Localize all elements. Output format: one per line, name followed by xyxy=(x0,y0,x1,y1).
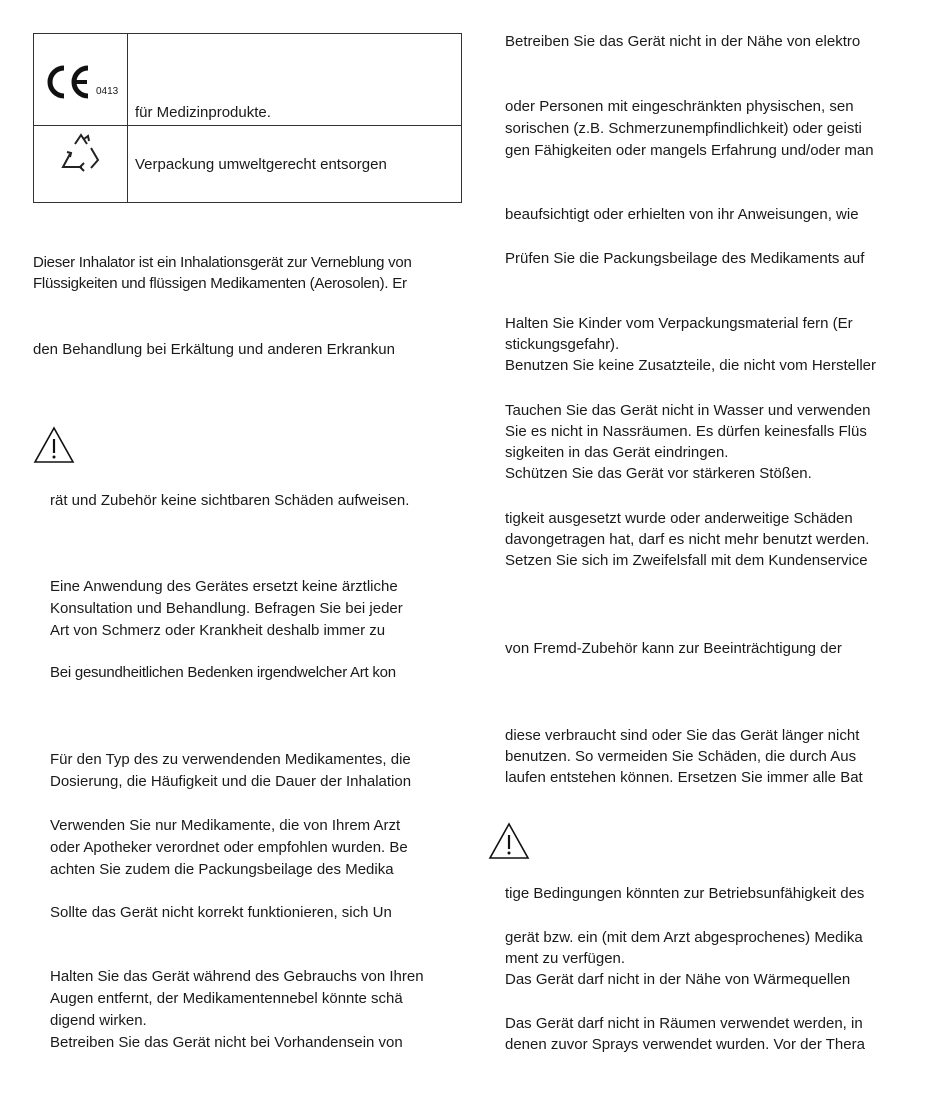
ce-code: 0413 xyxy=(96,86,119,97)
damage-r-line-2: davongetragen hat, darf es nicht mehr benutzt werden. xyxy=(505,531,870,548)
warning-triangle-icon xyxy=(33,426,75,464)
meds-line-1: Verwenden Sie nur Medikamente, die von Ihrem Arzt xyxy=(50,817,401,834)
symbol-row-ce xyxy=(34,34,462,126)
symbol-table xyxy=(33,33,462,203)
eyes-line-4: Betreiben Sie das Gerät nicht bei Vorhandensein von xyxy=(50,1034,403,1051)
eyes-line-3: digend wirken. xyxy=(50,1012,147,1029)
device-line-2: ment zu verfügen. xyxy=(505,950,626,967)
device-line-3: Das Gerät darf nicht in der Nähe von Wärmequellen xyxy=(505,971,851,988)
symbol-cell-ce xyxy=(34,34,128,126)
damage-line: rät und Zubehör keine sichtbaren Schäden aufweisen. xyxy=(50,492,410,509)
device-line-1: gerät bzw. ein (mit dem Arzt abgesprochenes) Medika xyxy=(505,929,863,946)
health-line: Bei gesundheitlichen Bedenken irgendwelcher Art kon xyxy=(50,664,396,681)
damage-r-line-1: tigkeit ausgesetzt wurde oder anderweitige Schäden xyxy=(505,510,853,527)
type-line-1: Für den Typ des zu verwendenden Medikamentes, die xyxy=(50,751,411,768)
consult-line-2: Konsultation und Behandlung. Befragen Sie bei jeder xyxy=(50,600,403,617)
water-line-4: Schützen Sie das Gerät vor stärkeren Stößen. xyxy=(505,465,812,482)
batteries-line-1: diese verbraucht sind oder Sie das Gerät länger nicht xyxy=(505,727,860,744)
symbol-desc-recycle: Verpackung umweltgerecht entsorgen xyxy=(128,126,462,203)
damage-r-line-3: Setzen Sie sich im Zweifelsfall mit dem Kundenservice xyxy=(505,552,868,569)
consult-line-3: Art von Schmerz oder Krankheit deshalb immer zu xyxy=(50,622,386,639)
children-line-3: Benutzen Sie keine Zusatzteile, die nicht vom Hersteller xyxy=(505,357,877,374)
recycle-icon xyxy=(58,132,104,172)
symbol-cell-recycle xyxy=(34,126,128,203)
symbol-desc-ce: für Medizinprodukte. xyxy=(128,34,462,126)
foreign-line: von Fremd-Zubehör kann zur Beeinträchtigung der xyxy=(505,640,842,657)
batteries-line-2: benutzen. So vermeiden Sie Schäden, die durch Aus xyxy=(505,748,857,765)
meds-line-2: oder Apotheker verordnet oder empfohlen wurden. Be xyxy=(50,839,408,856)
intro-line-1: Dieser Inhalator ist ein Inhalationsgerät zur Verneblung von xyxy=(33,254,412,271)
sprays-line-1: Das Gerät darf nicht in Räumen verwendet werden, in xyxy=(505,1015,863,1032)
intro-line-3: den Behandlung bei Erkältung und anderen Erkrankun xyxy=(33,341,395,358)
intro-line-2: Flüssigkeiten und flüssigen Medikamenten (Aerosolen). Er xyxy=(33,275,407,292)
persons-line-1: oder Personen mit eingeschränkten physischen, sen xyxy=(505,98,854,115)
conditions-line: tige Bedingungen könnten zur Betriebsunfähigkeit des xyxy=(505,885,865,902)
water-line-1: Tauchen Sie das Gerät nicht in Wasser und verwenden xyxy=(505,402,871,419)
eyes-line-1: Halten Sie das Gerät während des Gebrauchs von Ihren xyxy=(50,968,424,985)
consult-line-1: Eine Anwendung des Gerätes ersetzt keine ärztliche xyxy=(50,578,398,595)
sprays-line-2: denen zuvor Sprays verwendet wurden. Vor der Thera xyxy=(505,1036,865,1053)
supervised-line: beaufsichtigt oder erhielten von ihr Anweisungen, wie xyxy=(505,206,859,223)
eyes-line-2: Augen entfernt, der Medikamentennebel könnte schä xyxy=(50,990,403,1007)
warning-triangle-icon xyxy=(488,822,530,860)
symbol-row-recycle xyxy=(34,126,462,203)
children-line-1: Halten Sie Kinder vom Verpackungsmaterial fern (Er xyxy=(505,315,853,332)
electro-line: Betreiben Sie das Gerät nicht in der Nähe von elektro xyxy=(505,33,861,50)
check-line: Prüfen Sie die Packungsbeilage des Medikaments auf xyxy=(505,250,865,267)
water-line-2: Sie es nicht in Nassräumen. Es dürfen keinesfalls Flüs xyxy=(505,423,867,440)
persons-line-2: sorischen (z.B. Schmerzunempfindlichkeit) oder geisti xyxy=(505,120,862,137)
meds-line-3: achten Sie zudem die Packungsbeilage des Medika xyxy=(50,861,394,878)
batteries-line-3: laufen entstehen können. Ersetzen Sie immer alle Bat xyxy=(505,769,863,786)
water-line-3: sigkeiten in das Gerät eindringen. xyxy=(505,444,729,461)
malfunction-line: Sollte das Gerät nicht korrekt funktionieren, sich Un xyxy=(50,904,392,921)
persons-line-3: gen Fähigkeiten oder mangels Erfahrung und/oder man xyxy=(505,142,874,159)
type-line-2: Dosierung, die Häufigkeit und die Dauer der Inhalation xyxy=(50,773,412,790)
children-line-2: stickungsgefahr). xyxy=(505,336,620,353)
